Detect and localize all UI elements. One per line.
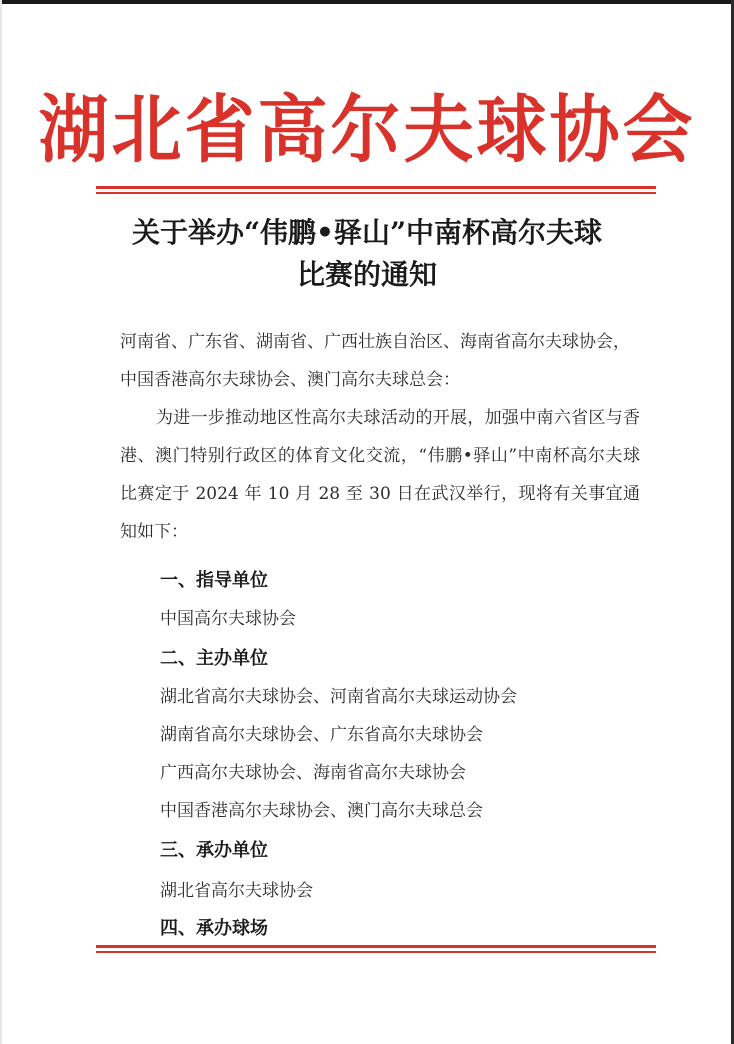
section-heading: 一、指导单位	[160, 570, 268, 591]
footer-rule-thick	[96, 945, 656, 948]
section-item: 广西高尔夫球协会、海南省高尔夫球协会	[160, 763, 466, 783]
intro-paragraph: 为进一步推动地区性高尔夫球活动的开展，加强中南六省区与香港、澳门特别行政区的体育文化交流，“伟鹏•驿山”中南杯高尔夫球比赛定于 2024 年 10 月 28 至 30 日在武汉举行，现将有关事宜通知如下：	[120, 408, 640, 542]
section-item: 湖北省高尔夫球协会	[160, 881, 313, 901]
footer-rule-thin	[96, 951, 656, 953]
section-heading: 四、承办球场	[160, 918, 268, 939]
section-heading: 三、承办单位	[160, 840, 268, 861]
letterhead-rule-thin	[96, 192, 656, 194]
scan-edge-top	[0, 0, 734, 4]
section-item: 中国香港高尔夫球协会、澳门高尔夫球总会	[160, 801, 483, 821]
document-title	[60, 212, 674, 296]
addressee: 河南省、广东省、湖南省、广西壮族自治区、海南省高尔夫球协会，中国香港高尔夫球协会、澳门高尔夫球总会：	[120, 332, 630, 390]
letterhead-org-name: 湖北省高尔夫球协会	[38, 86, 696, 174]
section-heading: 二、主办单位	[160, 648, 268, 669]
section-item: 湖南省高尔夫球协会、广东省高尔夫球协会	[160, 725, 483, 745]
section-item: 湖北省高尔夫球协会、河南省高尔夫球运动协会	[160, 687, 517, 707]
letterhead-rule-thick	[96, 186, 656, 189]
document-title-line-1: 关于举办“伟鹏•驿山”中南杯高尔夫球	[131, 216, 603, 249]
document-title-line-2: 比赛的通知	[296, 258, 437, 291]
section-item: 中国高尔夫球协会	[160, 609, 296, 629]
